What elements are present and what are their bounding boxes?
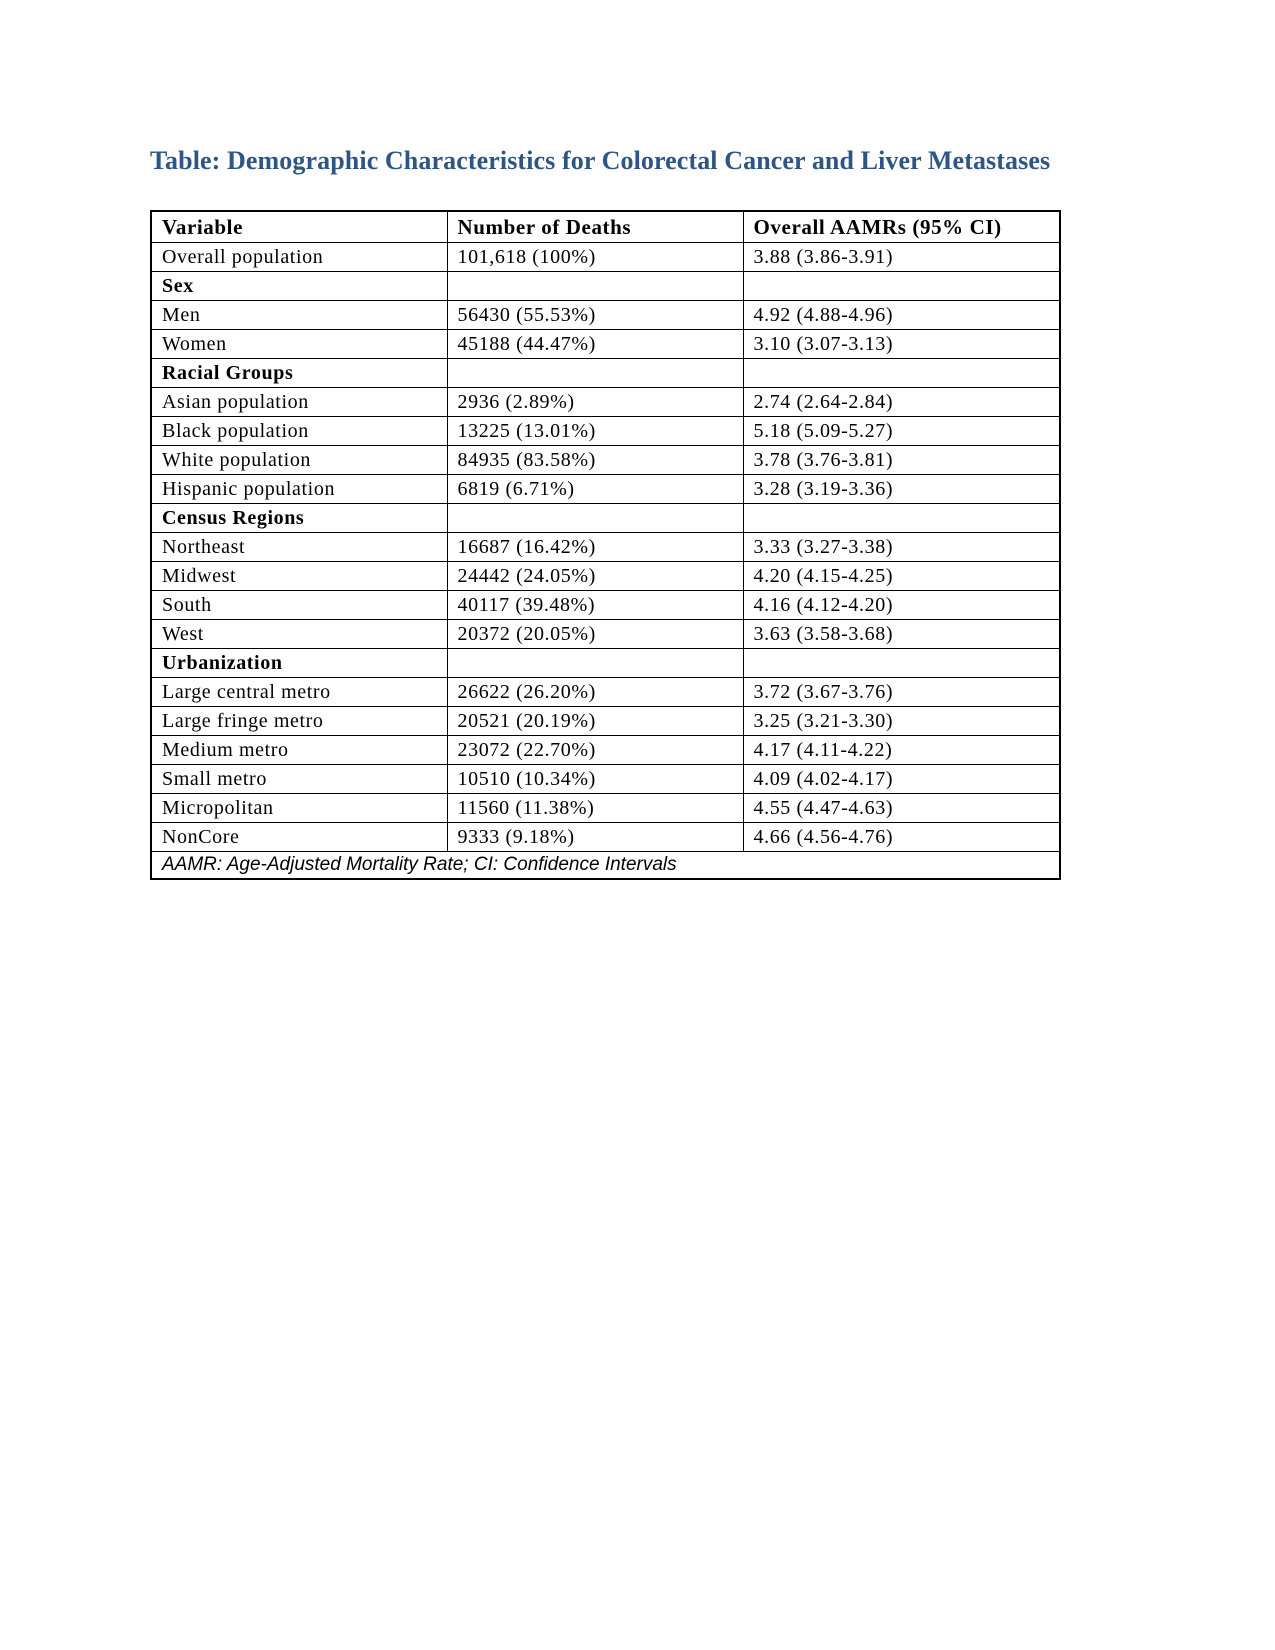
variable-cell: Women (151, 330, 447, 359)
section-header-cell: Racial Groups (151, 359, 447, 388)
column-header-variable: Variable (151, 211, 447, 243)
deaths-cell: 24442 (24.05%) (447, 562, 743, 591)
deaths-cell: 56430 (55.53%) (447, 301, 743, 330)
column-header-number-of-deaths: Number of Deaths (447, 211, 743, 243)
aamr-cell: 3.72 (3.67-3.76) (743, 678, 1060, 707)
variable-cell: Overall population (151, 243, 447, 272)
section-header-row (151, 649, 1060, 678)
deaths-cell: 9333 (9.18%) (447, 823, 743, 852)
variable-cell: South (151, 591, 447, 620)
deaths-cell (447, 649, 743, 678)
table-row (151, 533, 1060, 562)
table-row (151, 243, 1060, 272)
deaths-cell (447, 272, 743, 301)
variable-cell: Small metro (151, 765, 447, 794)
aamr-cell: 2.74 (2.64-2.84) (743, 388, 1060, 417)
table-row (151, 678, 1060, 707)
deaths-cell: 20521 (20.19%) (447, 707, 743, 736)
aamr-cell: 3.88 (3.86-3.91) (743, 243, 1060, 272)
variable-cell: White population (151, 446, 447, 475)
deaths-cell: 40117 (39.48%) (447, 591, 743, 620)
table-row (151, 388, 1060, 417)
table-row (151, 823, 1060, 852)
aamr-cell: 3.28 (3.19-3.36) (743, 475, 1060, 504)
variable-cell: Midwest (151, 562, 447, 591)
section-header-cell: Urbanization (151, 649, 447, 678)
aamr-cell (743, 504, 1060, 533)
page-title: Table: Demographic Characteristics for Colorectal Cancer and Liver Metastases (150, 146, 1051, 175)
aamr-cell: 3.78 (3.76-3.81) (743, 446, 1060, 475)
variable-cell: West (151, 620, 447, 649)
table-footnote: AAMR: Age-Adjusted Mortality Rate; CI: Confidence Intervals (151, 852, 1060, 880)
variable-cell: Large fringe metro (151, 707, 447, 736)
table-row (151, 417, 1060, 446)
deaths-cell: 26622 (26.20%) (447, 678, 743, 707)
aamr-cell: 3.10 (3.07-3.13) (743, 330, 1060, 359)
variable-cell: Black population (151, 417, 447, 446)
table-row (151, 330, 1060, 359)
deaths-cell: 45188 (44.47%) (447, 330, 743, 359)
deaths-cell: 2936 (2.89%) (447, 388, 743, 417)
deaths-cell (447, 504, 743, 533)
aamr-cell: 4.92 (4.88-4.96) (743, 301, 1060, 330)
variable-cell: Northeast (151, 533, 447, 562)
section-header-row (151, 272, 1060, 301)
variable-cell: Hispanic population (151, 475, 447, 504)
footnote-row (151, 852, 1060, 880)
deaths-cell: 11560 (11.38%) (447, 794, 743, 823)
section-header-cell: Sex (151, 272, 447, 301)
aamr-cell (743, 272, 1060, 301)
section-header-cell: Census Regions (151, 504, 447, 533)
deaths-cell: 23072 (22.70%) (447, 736, 743, 765)
table-footer (151, 852, 1060, 880)
variable-cell: Men (151, 301, 447, 330)
table-row (151, 446, 1060, 475)
aamr-cell: 4.16 (4.12-4.20) (743, 591, 1060, 620)
table-row (151, 475, 1060, 504)
table-row (151, 765, 1060, 794)
deaths-cell: 84935 (83.58%) (447, 446, 743, 475)
aamr-cell: 5.18 (5.09-5.27) (743, 417, 1060, 446)
table-body (151, 243, 1060, 852)
column-header-overall-aamrs: Overall AAMRs (95% CI) (743, 211, 1060, 243)
section-header-row (151, 504, 1060, 533)
table-row (151, 707, 1060, 736)
variable-cell: Micropolitan (151, 794, 447, 823)
aamr-cell: 4.55 (4.47-4.63) (743, 794, 1060, 823)
table-header (151, 211, 1060, 243)
table-row (151, 794, 1060, 823)
deaths-cell: 10510 (10.34%) (447, 765, 743, 794)
deaths-cell: 6819 (6.71%) (447, 475, 743, 504)
aamr-cell (743, 649, 1060, 678)
aamr-cell (743, 359, 1060, 388)
variable-cell: Large central metro (151, 678, 447, 707)
deaths-cell: 20372 (20.05%) (447, 620, 743, 649)
aamr-cell: 4.17 (4.11-4.22) (743, 736, 1060, 765)
table-row (151, 736, 1060, 765)
variable-cell: Asian population (151, 388, 447, 417)
table-row (151, 591, 1060, 620)
aamr-cell: 3.33 (3.27-3.38) (743, 533, 1060, 562)
aamr-cell: 4.66 (4.56-4.76) (743, 823, 1060, 852)
deaths-cell: 101,618 (100%) (447, 243, 743, 272)
table-row (151, 301, 1060, 330)
deaths-cell (447, 359, 743, 388)
table-header-row (151, 211, 1060, 243)
deaths-cell: 16687 (16.42%) (447, 533, 743, 562)
deaths-cell: 13225 (13.01%) (447, 417, 743, 446)
aamr-cell: 4.20 (4.15-4.25) (743, 562, 1060, 591)
table-row (151, 562, 1060, 591)
aamr-cell: 3.63 (3.58-3.68) (743, 620, 1060, 649)
aamr-cell: 3.25 (3.21-3.30) (743, 707, 1060, 736)
demographics-table (150, 210, 1061, 880)
section-header-row (151, 359, 1060, 388)
aamr-cell: 4.09 (4.02-4.17) (743, 765, 1060, 794)
variable-cell: NonCore (151, 823, 447, 852)
table-row (151, 620, 1060, 649)
variable-cell: Medium metro (151, 736, 447, 765)
